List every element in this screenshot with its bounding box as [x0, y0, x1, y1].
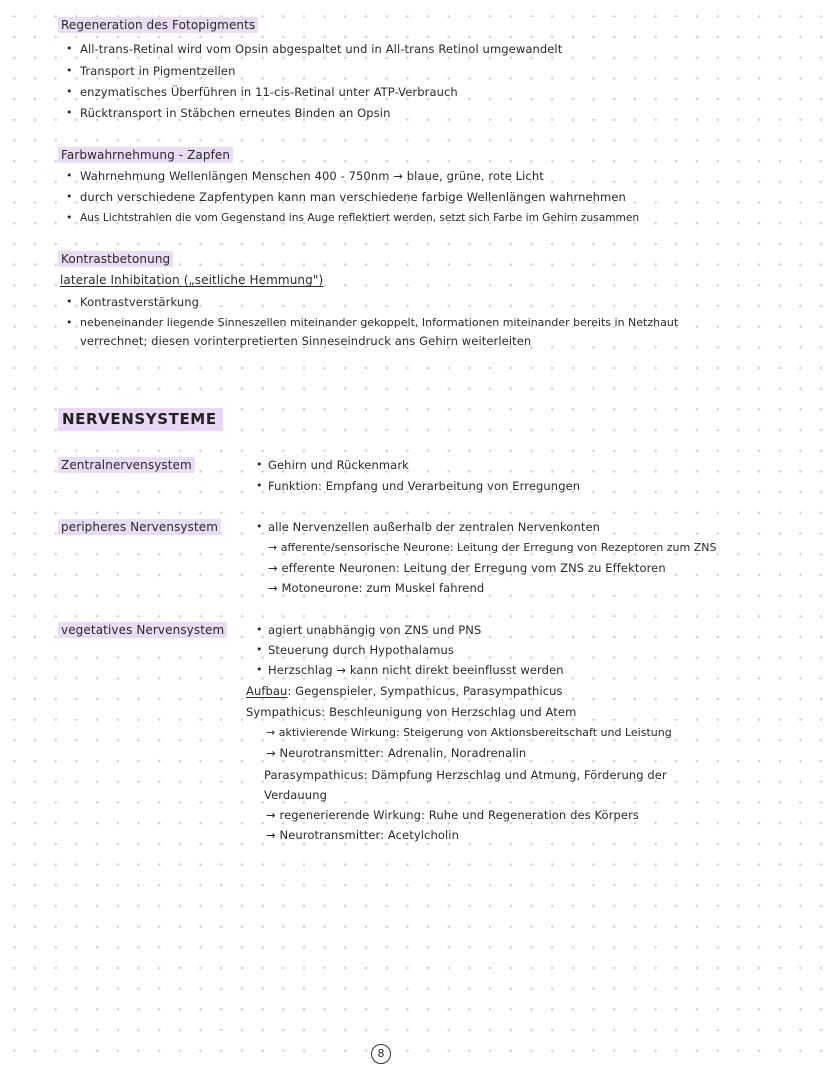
- bullet-dot: •: [66, 169, 73, 182]
- farb-bullet-1: Wahrnehmung Wellenlängen Menschen 400 - 750nm → blaue, grüne, rote Licht: [80, 169, 544, 183]
- vns-aufbau: [246, 683, 563, 699]
- bullet-dot: •: [66, 316, 73, 329]
- bullet-dot: •: [256, 458, 263, 471]
- aufbau-label: Aufbau: [246, 684, 288, 698]
- pns-arrow-2: → efferente Neuronen: Leitung der Erregung vom ZNS zu Effektoren: [268, 561, 666, 575]
- bullet-dot: •: [256, 623, 263, 636]
- vns-bullet-3: Herzschlag → kann nicht direkt beeinflusst werden: [268, 663, 564, 677]
- farb-bullet-2: durch verschiedene Zapfentypen kann man verschiedene farbige Wellenlängen wahrnehmen: [80, 190, 626, 204]
- heading-regeneration: Regeneration des Fotopigments: [58, 17, 258, 33]
- sym-arrow-2: → Neurotransmitter: Adrenalin, Noradrenalin: [266, 746, 527, 760]
- kontrast-continuation: verrechnet; diesen vorinterpretierten Sinneseindruck ans Gehirn weiterleiten: [80, 334, 532, 348]
- label-zns: Zentralnervensystem: [58, 457, 195, 473]
- bullet-dot: •: [66, 190, 73, 203]
- retinal-bullet-3: enzymatisches Überführen in 11-cis-Retinal unter ATP-Verbrauch: [80, 85, 458, 99]
- zns-bullet-1: Gehirn und Rückenmark: [268, 458, 409, 472]
- farb-bullet-3: Aus Lichtstrahlen die vom Gegenstand ins Auge reflektiert werden, setzt sich Farbe im Gehirn zusammen: [80, 212, 640, 224]
- vns-sympathicus: Sympathicus: Beschleunigung von Herzschlag und Atem: [246, 705, 577, 719]
- bullet-dot: •: [66, 106, 73, 119]
- zns-bullet-2: Funktion: Empfang und Verarbeitung von Erregungen: [268, 479, 581, 493]
- para-arrow-1: → regenerierende Wirkung: Ruhe und Regeneration des Körpers: [266, 808, 640, 822]
- bullet-dot: •: [256, 520, 263, 533]
- page-title: NERVENSYSTEME: [58, 408, 223, 431]
- vns-bullet-1: agiert unabhängig von ZNS und PNS: [268, 623, 482, 637]
- page-number: 8: [371, 1044, 391, 1064]
- kontrast-bullet-2: nebeneinander liegende Sinneszellen miteinander gekoppelt, Informationen miteinander bereits in Netzhaut: [80, 316, 679, 329]
- kontrast-bullet-1: Kontrastverstärkung: [80, 295, 200, 309]
- pns-arrow-1: → afferente/sensorische Neurone: Leitung der Erregung von Rezeptoren zum ZNS: [268, 541, 717, 554]
- vns-bullet-2: Steuerung durch Hypothalamus: [268, 643, 454, 657]
- sym-arrow-1: → aktivierende Wirkung: Steigerung von Aktionsbereitschaft und Leistung: [266, 726, 672, 739]
- bullet-dot: •: [66, 85, 73, 98]
- retinal-bullet-4: Rücktransport in Stäbchen erneutes Binden an Opsin: [80, 106, 391, 120]
- bullet-dot: •: [66, 211, 73, 224]
- bullet-dot: •: [256, 643, 263, 656]
- bullet-dot: •: [256, 663, 263, 676]
- retinal-bullet-2: Transport in Pigmentzellen: [80, 64, 236, 78]
- retinal-bullet-1: All-trans-Retinal wird vom Opsin abgespaltet und in All-trans Retinol umgewandelt: [80, 42, 563, 56]
- heading-kontrastbetonung: Kontrastbetonung: [58, 251, 173, 267]
- vns-parasym-2: Verdauung: [264, 788, 327, 802]
- para-arrow-2: → Neurotransmitter: Acetylcholin: [266, 828, 459, 842]
- label-vns: vegetatives Nervensystem: [58, 622, 227, 638]
- subheading-laterale-inhibition: laterale Inhibitation („seitliche Hemmung"): [60, 273, 324, 287]
- pns-bullet-1: alle Nervenzellen außerhalb der zentralen Nervenkonten: [268, 520, 601, 534]
- pns-arrow-3: → Motoneurone: zum Muskel fahrend: [268, 581, 485, 595]
- bullet-dot: •: [256, 479, 263, 492]
- label-pns: peripheres Nervensystem: [58, 519, 221, 535]
- heading-farbwahrnehmung: Farbwahrnehmung - Zapfen: [58, 147, 233, 163]
- bullet-dot: •: [66, 42, 73, 55]
- vns-parasym-1: Parasympathicus: Dämpfung Herzschlag und Atmung, Förderung der: [264, 768, 667, 782]
- bullet-dot: •: [66, 295, 73, 308]
- bullet-dot: •: [66, 64, 73, 77]
- aufbau-text: : Gegenspieler, Sympathicus, Parasympathicus: [287, 684, 563, 698]
